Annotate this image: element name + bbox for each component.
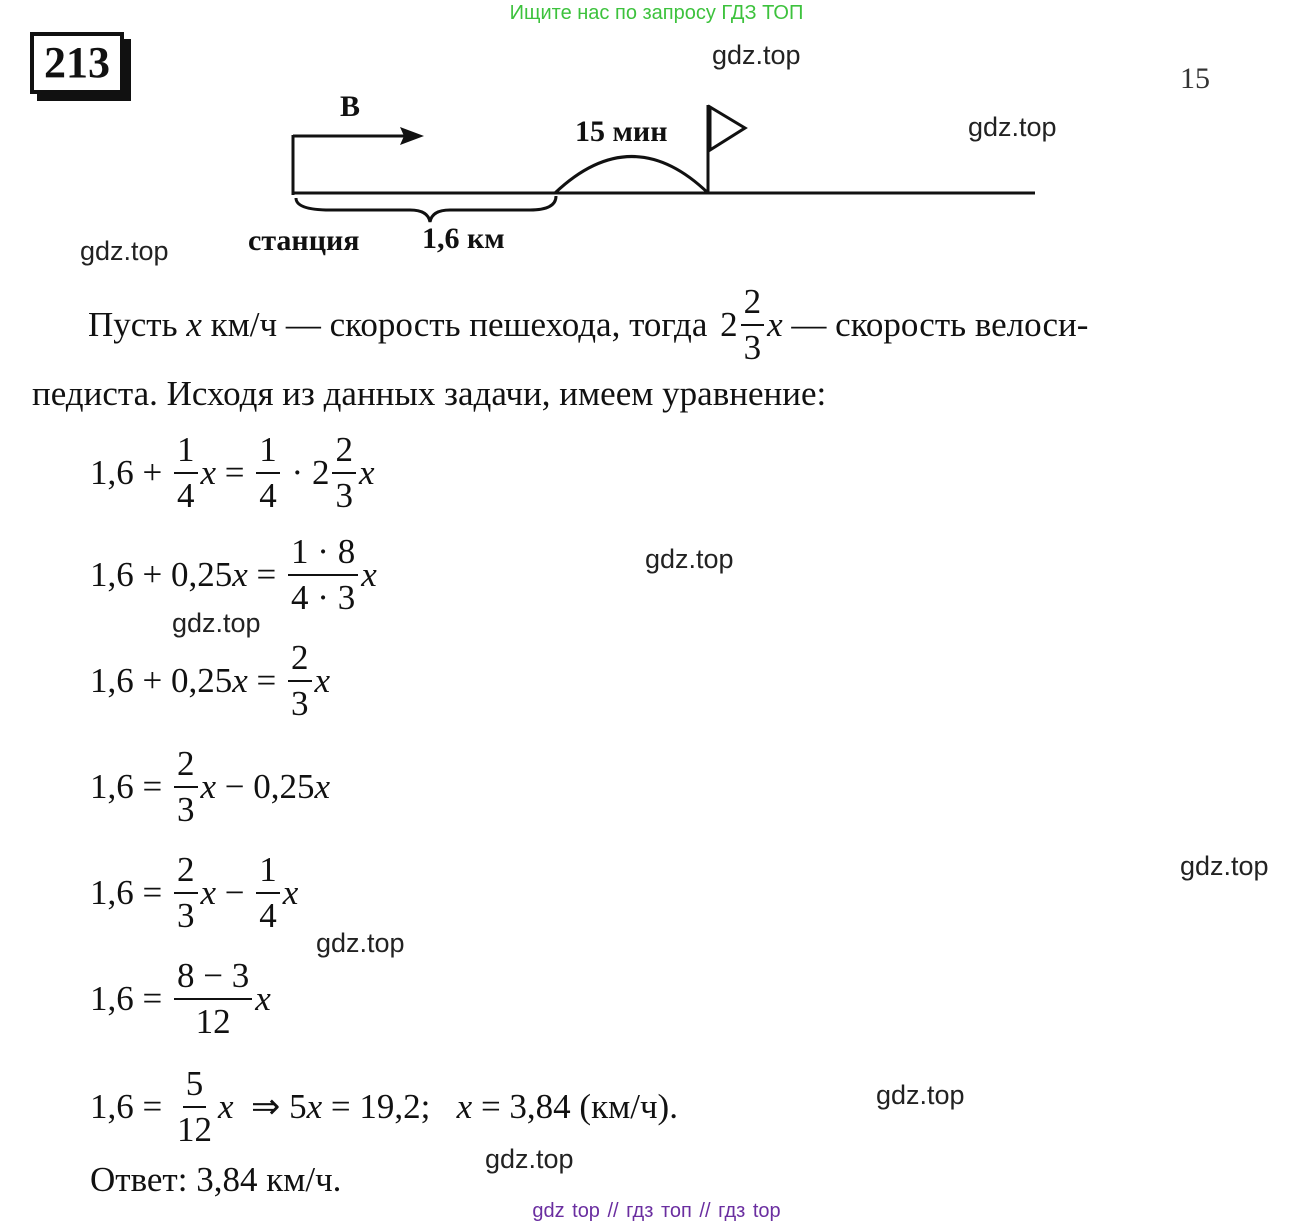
footer-links[interactable]: gdz top // гдз топ // гдз top (532, 1200, 781, 1222)
watermark: gdz.top (645, 544, 734, 574)
problem-number: 213 (30, 32, 124, 94)
equation-3: 1,6 + 0,25 x = $\frac{2}{3}$ x (90, 638, 331, 723)
equation-1: 1,6 + $\frac{1}{4}$ x = $\frac{1}{4}$ · 2 $\frac{2}{3}$ x (90, 430, 375, 515)
flag-icon (710, 107, 745, 150)
watermark: gdz.top (712, 40, 801, 70)
watermark: gdz.top (316, 928, 405, 958)
time-arc (555, 157, 708, 194)
search-banner[interactable]: Ищите нас по запросу ГДЗ ТОП (509, 2, 804, 24)
diagram-distance-label: 1,6 км (422, 222, 505, 255)
equation-7: 1,6 = $\frac{5}{12}$ x ⇒ 5 x = 19,2; x = 3,84 (км/ч). (90, 1064, 678, 1149)
watermark: gdz.top (876, 1080, 965, 1110)
watermark: gdz.top (172, 608, 261, 638)
equation-6: 1,6 = $\frac{8 - 3}{12}$ x (90, 956, 271, 1041)
equation-2: 1,6 + 0,25 x = $\frac{1 \cdot 8}{4 \cdot 3}$ x (90, 532, 377, 617)
equation-4: 1,6 = $\frac{2}{3}$ x − 0,25 x (90, 744, 331, 829)
watermark: gdz.top (968, 112, 1057, 142)
diagram-time-label: 15 мин (575, 115, 668, 148)
diagram-label-b: В (340, 90, 361, 123)
watermark: gdz.top (80, 236, 169, 266)
fraction: $\frac{2}{3}$ (741, 280, 765, 370)
text-line-2: педиста. Исходя из данных задачи, имеем уравнение: (32, 374, 827, 413)
corner-mark: 15 (1180, 62, 1210, 95)
distance-brace (296, 196, 556, 222)
watermark: gdz.top (1180, 851, 1269, 881)
answer-line: Ответ: 3,84 км/ч. (90, 1160, 342, 1199)
watermark: gdz.top (485, 1144, 574, 1174)
diagram-station-label: станция (248, 224, 360, 257)
text-line-1: Пусть x км/ч — скорость пешехода, тогда 2 $\frac{2}{3}$ x — скорость велоси- (88, 280, 1088, 370)
equation-5: 1,6 = $\frac{2}{3}$ x − $\frac{1}{4}$ x (90, 850, 299, 935)
